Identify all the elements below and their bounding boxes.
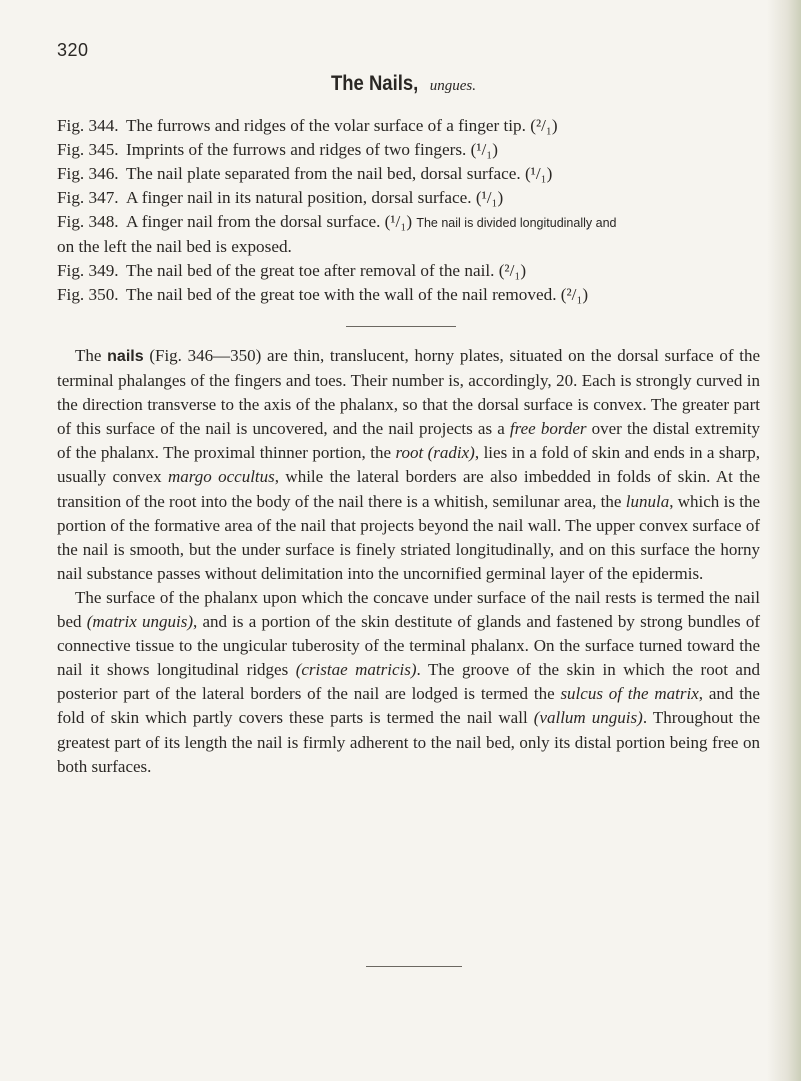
term-lunula: lunula [625,491,670,511]
caption-item [57,283,757,307]
text-run: , and the fold of skin which partly covers these parts is termed the nail wall [57,684,760,728]
term-root: root (radix) [395,443,475,463]
text-run: The [75,346,108,365]
caption-item [57,186,757,210]
term-matrix-unguis: (matrix unguis) [86,612,193,632]
text-run: , lies in a fold of skin and ends in a sharp, usually convex [57,443,760,487]
article-body [57,344,760,779]
text-run: . The groove of the skin in which the root and posterior part of the lateral borders of the nail are lodged is termed the [57,660,760,704]
term-vallum-unguis: (vallum unguis) [533,708,643,728]
caption-text [126,210,757,235]
section-title-main: The Nails, [330,72,419,95]
caption-text: The nail bed of the great toe after removal of the nail. (²/₁) [126,261,527,280]
caption-note-continued: on the left the nail bed is exposed. [57,237,292,256]
caption-item [57,162,757,186]
paragraph-2 [57,586,760,779]
term-sulcus-matrix: sulcus of the matrix [560,684,699,704]
figure-captions [57,114,757,307]
page-number: 320 [57,40,89,60]
term-margo-occultus: margo occultus [167,467,275,487]
term-free-border: free border [509,419,587,439]
text-run: The surface of the phalanx upon which the concave under surface of the nail rests is termed the nail bed [57,587,760,632]
caption-fig-number: Fig. 345. [57,140,119,159]
caption-fig-number: Fig. 346. [57,164,119,183]
caption-fig-number: Fig. 344. [57,116,119,135]
caption-text: Imprints of the furrows and ridges of two fingers. (¹/₁) [126,140,498,159]
caption-fig-number: Fig. 349. [57,261,119,280]
caption-text: The furrows and ridges of the volar surface of a finger tip. (²/₁) [126,116,558,135]
term-cristae-matricis: (cristae matricis) [295,660,417,680]
caption-fig-number: Fig. 348. [57,212,119,231]
caption-item [57,210,757,235]
caption-item [57,114,757,138]
text-run: , which is the portion of the formative area of the nail that projects beyond the nail wall. The upper convex surface of the nail is smooth, but the under surface is finely striated longitudinally, and on this surface the horny nail substance passes without delimitation into the uncornified germinal layer of the epidermis. [57,491,760,583]
text-run: (Fig. 346—350) are thin, translucent, horny plates, situated on the dorsal surface of the terminal phalanges of the fingers and toes. Their number is, accordingly, 20. Each is strongly curved in the direction transverse to the axis of the phalanx, so that the dorsal surface is convex. The greater part of this surface of the nail is uncovered, and the nail projects as a [57,346,760,439]
caption-text: The nail bed of the great toe with the wall of the nail removed. (²/₁) [126,285,589,304]
term-nails: nails [107,348,144,365]
caption-text-main: A finger nail from the dorsal surface. (¹/₁) [126,212,413,231]
caption-fig-number: Fig. 350. [57,285,119,304]
text-run: over the distal extremity of the phalanx. The proximal thinner portion, the [57,419,760,463]
page-edge-shadow [767,0,801,1081]
text-run: , and is a portion of the skin destitute of glands and fastened by strong bundles of connective tissue to the ungicular tuberosity of the terminal phalanx. On the surface turned toward the nail it shows longitudinal ridges [57,612,761,680]
section-divider [346,326,456,327]
section-title-latin: ungues. [429,78,476,94]
caption-text: A finger nail in its natural position, dorsal surface. (¹/₁) [126,188,504,207]
caption-item [57,259,757,283]
caption-item [57,138,757,162]
text-run: , while the lateral borders are also imbedded in folds of skin. At the transition of the root into the body of the nail there is a whitish, semilunar area, the [57,467,760,511]
paragraph-1 [57,344,760,586]
text-run: . Throughout the greatest part of its length the nail is firmly adherent to the nail bed, only its distal portion being free on both surfaces. [57,708,760,776]
caption-text: The nail plate separated from the nail bed, dorsal surface. (¹/₁) [126,164,553,183]
section-title [0,70,801,96]
section-divider [366,966,462,967]
caption-fig-number: Fig. 347. [57,188,119,207]
caption-note: The nail is divided longitudinally and [416,216,617,230]
